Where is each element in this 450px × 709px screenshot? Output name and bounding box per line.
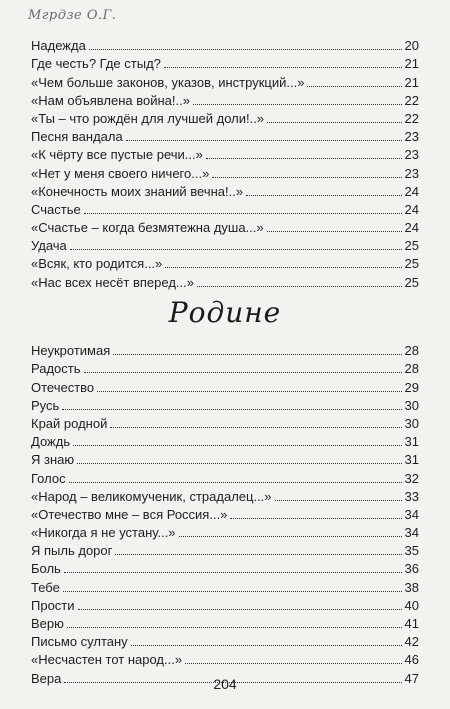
toc-leader-dots xyxy=(212,177,401,178)
toc-entry-title: Боль xyxy=(31,561,61,577)
toc-entry xyxy=(31,649,419,667)
toc-entry-title: «Нас всех несёт вперед...» xyxy=(31,274,194,290)
toc-entry xyxy=(31,144,419,162)
toc-entry-page: 36 xyxy=(404,561,419,577)
toc-entry xyxy=(31,358,419,376)
toc-entry-title: «Народ – великомученик, страдалец...» xyxy=(31,488,272,504)
toc-entry-page: 28 xyxy=(404,343,419,359)
section-title: Родине xyxy=(168,296,282,329)
toc-entry-page: 34 xyxy=(404,506,419,522)
toc-entry-page: 31 xyxy=(404,452,419,468)
toc-entry-title: Песня вандала xyxy=(31,129,123,145)
toc-leader-dots xyxy=(89,49,402,50)
toc-leader-dots xyxy=(193,104,402,105)
toc-entry xyxy=(31,71,419,89)
toc-entry-page: 42 xyxy=(404,634,419,650)
toc-entry xyxy=(31,376,419,394)
toc-entry-title: Край родной xyxy=(31,415,108,431)
toc-entry-page: 34 xyxy=(404,525,419,541)
toc-entry xyxy=(31,613,419,631)
toc-leader-dots xyxy=(179,536,402,537)
toc-entry-title: «Отечество мне – вся Россия...» xyxy=(31,506,228,522)
toc-entry-page: 22 xyxy=(404,110,419,126)
toc-entry-page: 47 xyxy=(404,670,419,686)
toc-entry-page: 25 xyxy=(404,238,419,254)
toc-leader-dots xyxy=(197,286,402,287)
toc-entry xyxy=(31,522,419,540)
toc-entry xyxy=(31,53,419,71)
toc-entry-title: «Чем больше законов, указов, инструкций...» xyxy=(31,74,305,90)
toc-entry xyxy=(31,540,419,558)
toc-entry-page: 24 xyxy=(404,220,419,236)
toc-entry xyxy=(31,181,419,199)
toc-entry-page: 25 xyxy=(404,256,419,272)
toc-entry-title: Неукротимая xyxy=(31,343,111,359)
toc-entry-page: 29 xyxy=(404,379,419,395)
toc-entry-page: 32 xyxy=(404,470,419,486)
toc-list-bottom xyxy=(31,340,419,686)
toc-entry-page: 23 xyxy=(404,129,419,145)
toc-entry xyxy=(31,395,419,413)
toc-entry-title: «К чёрту все пустые речи...» xyxy=(31,147,203,163)
toc-entry-page: 25 xyxy=(404,274,419,290)
toc-leader-dots xyxy=(131,645,402,646)
toc-entry-title: Я знаю xyxy=(31,452,75,468)
toc-leader-dots xyxy=(185,663,401,664)
toc-entry-title: Дождь xyxy=(31,434,71,450)
toc-entry xyxy=(31,108,419,126)
toc-entry-title: Удача xyxy=(31,238,67,254)
toc-entry xyxy=(31,271,419,289)
toc-entry-page: 22 xyxy=(404,92,419,108)
toc-entry xyxy=(31,162,419,180)
toc-entry-page: 20 xyxy=(404,38,419,54)
toc-entry xyxy=(31,340,419,358)
toc-entry-page: 40 xyxy=(404,597,419,613)
toc-entry-title: Верю xyxy=(31,616,64,631)
toc-entry xyxy=(31,558,419,576)
toc-leader-dots xyxy=(63,591,402,592)
toc-entry-title: «Нам объявлена война!..» xyxy=(31,92,190,108)
toc-leader-dots xyxy=(126,140,402,141)
toc-entry xyxy=(31,90,419,108)
toc-leader-dots xyxy=(69,482,402,483)
toc-entry-page: 41 xyxy=(404,616,419,631)
toc-entry-title: Я пыль дорог xyxy=(31,543,113,559)
toc-entry-page: 23 xyxy=(404,147,419,163)
toc-entry xyxy=(31,35,419,53)
toc-entry xyxy=(31,199,419,217)
toc-leader-dots xyxy=(230,518,401,519)
toc-leader-dots xyxy=(84,372,402,373)
toc-entry xyxy=(31,576,419,594)
toc-leader-dots xyxy=(113,354,401,355)
toc-entry-title: «Никогда я не устану...» xyxy=(31,525,176,541)
toc-entry-page: 23 xyxy=(404,165,419,181)
toc-leader-dots xyxy=(275,500,402,501)
toc-entry-title: «Нет у меня своего ничего...» xyxy=(31,165,210,181)
toc-leader-dots xyxy=(77,463,401,464)
toc-leader-dots xyxy=(307,86,401,87)
toc-entry-title: Прости xyxy=(31,597,75,613)
toc-leader-dots xyxy=(67,627,402,628)
toc-leader-dots xyxy=(78,609,402,610)
toc-entry xyxy=(31,486,419,504)
toc-entry-title: «Счастье – когда безмятежна душа...» xyxy=(31,220,264,236)
toc-entry-title: Где честь? Где стыд? xyxy=(31,56,161,72)
toc-leader-dots xyxy=(110,427,401,428)
toc-entry xyxy=(31,253,419,271)
toc-entry-page: 31 xyxy=(404,434,419,450)
toc-entry xyxy=(31,449,419,467)
toc-entry-page: 33 xyxy=(404,488,419,504)
toc-entry-title: Русь xyxy=(31,397,60,413)
toc-leader-dots xyxy=(115,554,401,555)
toc-leader-dots xyxy=(206,158,402,159)
toc-leader-dots xyxy=(97,391,401,392)
toc-leader-dots xyxy=(64,572,402,573)
toc-leader-dots xyxy=(62,409,401,410)
toc-entry-title: «Всяк, кто родится...» xyxy=(31,256,163,272)
toc-leader-dots xyxy=(165,267,401,268)
toc-entry xyxy=(31,126,419,144)
toc-leader-dots xyxy=(164,67,402,68)
toc-entry-page: 28 xyxy=(404,361,419,377)
toc-entry-title: Вера xyxy=(31,670,62,686)
toc-entry-page: 24 xyxy=(404,183,419,199)
toc-entry-title: «Ты – что рождён для лучшей доли!..» xyxy=(31,110,265,126)
toc-entry-title: Отечество xyxy=(31,379,95,395)
toc-leader-dots xyxy=(267,231,402,232)
toc-entry xyxy=(31,217,419,235)
toc-entry-title: «Конечность моих знаний вечна!..» xyxy=(31,183,244,199)
toc-leader-dots xyxy=(246,195,401,196)
toc-entry xyxy=(31,631,419,649)
toc-list-top xyxy=(31,35,419,290)
toc-entry-title: «Несчастен тот народ...» xyxy=(31,652,183,668)
toc-leader-dots xyxy=(84,213,402,214)
toc-entry-page: 24 xyxy=(404,201,419,217)
toc-entry xyxy=(31,413,419,431)
toc-entry xyxy=(31,504,419,522)
running-header-author: Мгрдзе О.Г. xyxy=(28,8,117,23)
toc-entry-title: Счастье xyxy=(31,201,81,217)
toc-entry-page: 30 xyxy=(404,397,419,413)
toc-entry-title: Тебе xyxy=(31,579,60,595)
toc-entry-title: Радость xyxy=(31,361,81,377)
toc-entry-title: Надежда xyxy=(31,38,86,54)
toc-entry xyxy=(31,235,419,253)
toc-entry-title: Письмо султану xyxy=(31,634,128,650)
toc-leader-dots xyxy=(73,445,401,446)
toc-entry xyxy=(31,595,419,613)
toc-entry-page: 30 xyxy=(404,415,419,431)
toc-entry-title: Голос xyxy=(31,470,66,486)
toc-leader-dots xyxy=(70,249,402,250)
page-number: 204 xyxy=(213,676,237,692)
toc-entry xyxy=(31,431,419,449)
toc-entry-page: 35 xyxy=(404,543,419,559)
toc-entry-page: 46 xyxy=(404,652,419,668)
toc-entry-page: 21 xyxy=(404,74,419,90)
toc-entry xyxy=(31,467,419,485)
toc-entry-page: 38 xyxy=(404,579,419,595)
toc-entry-page: 21 xyxy=(404,56,419,72)
toc-leader-dots xyxy=(267,122,401,123)
